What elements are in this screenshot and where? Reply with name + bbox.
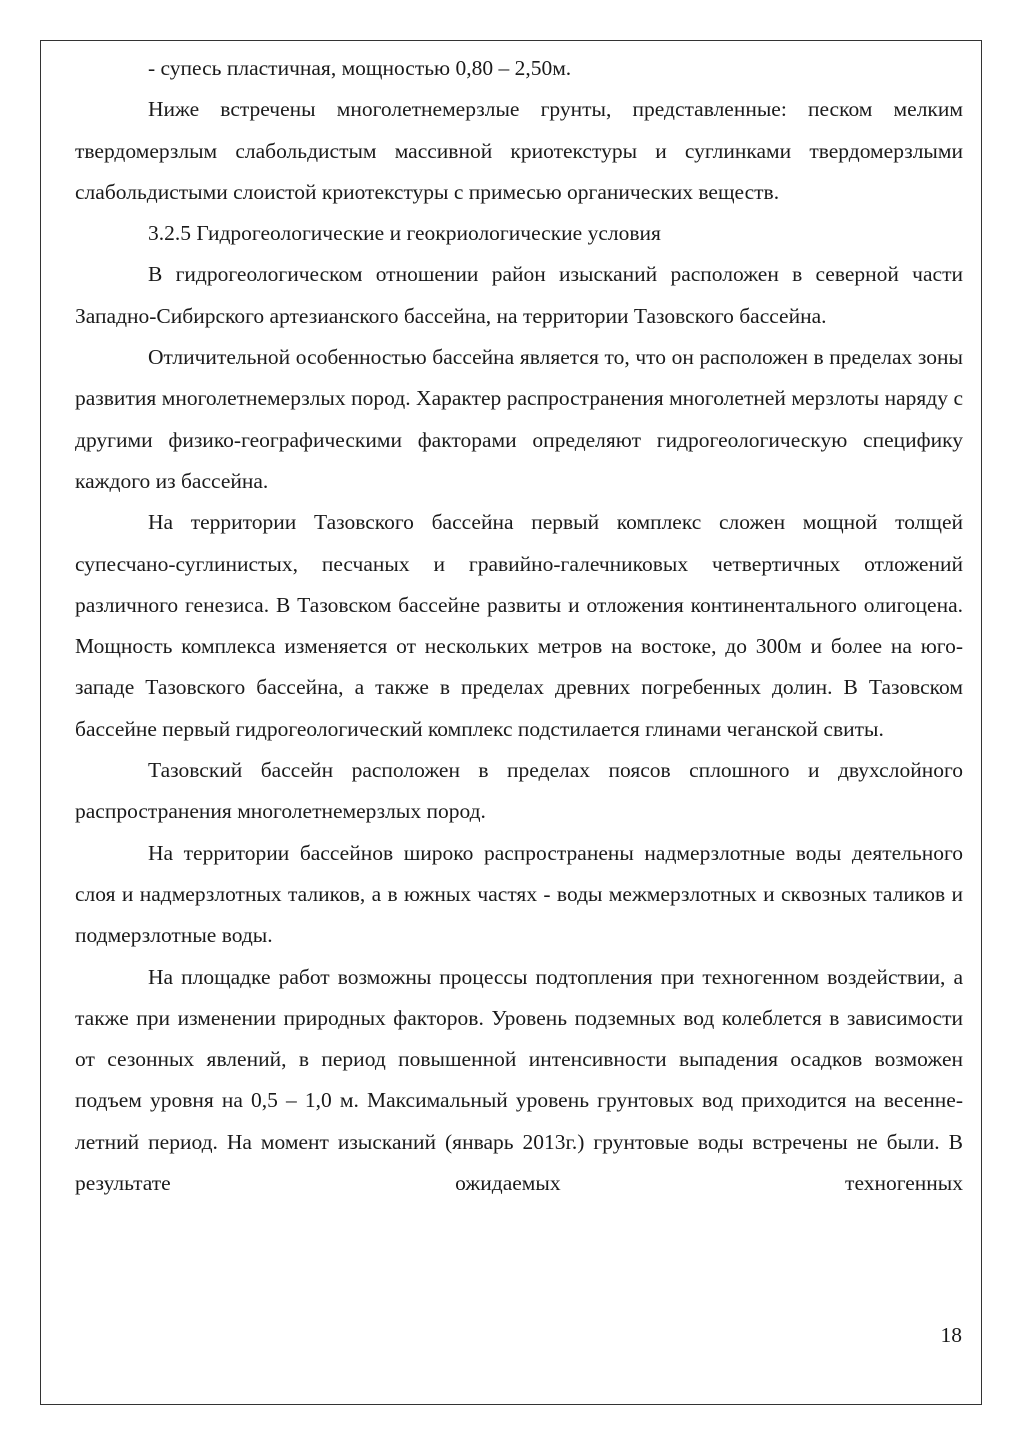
paragraph-basin-belts: Тазовский бассейн расположен в пределах поясов сплошного и двухслойного распространения многолетнемерзлых пород. (75, 758, 963, 824)
paragraph-suprapermafrost-waters: На территории бассейнов широко распространены надмерзлотные воды деятельного слоя и надмерзлотных таликов, а в южных частях - воды межмерзлотных и сквозных таликов и подмерзлотные воды. (75, 840, 963, 948)
document-body (75, 48, 963, 1204)
paragraph-hydro-region: В гидрогеологическом отношении район изысканий расположен в северной части Западно-Сибирского артезианского бассейна, на территории Тазовского бассейна. (75, 262, 963, 328)
paragraph-flooding: На площадке работ возможны процессы подтопления при техногенном воздействии, а также при изменении природных факторов. Уровень подземных вод колеблется в зависимости от сезонных явлений, в период повышенной интенсивности выпадения осадков возможен подъем уровня на 0,5 – 1,0 м. Максимальный уровень грунтовых вод приходится на весенне-летний период. На момент изысканий (январь 2013г.) грунтовые воды встречены не были. В результате ожидаемых техногенных (75, 964, 963, 1196)
page-number: 18 (940, 1323, 962, 1347)
paragraph-first-complex: На территории Тазовского бассейна первый комплекс сложен мощной толщей супесчано-суглинистых, песчаных и гравийно-галечниковых четвертичных отложений различного генезиса. В Тазовском бассейне развиты и отложения континентального олигоцена. Мощность комплекса изменяется от нескольких метров на востоке, до 300м и более на юго-западе Тазовского бассейна, а также в пределах древних погребенных долин. В Тазовском бассейне первый гидрогеологический комплекс подстилается глинами чеганской свиты. (75, 510, 963, 741)
section-heading: 3.2.5 Гидрогеологические и геокриологические условия (148, 221, 661, 246)
paragraph-soil-layer: - супесь пластичная, мощностью 0,80 – 2,50м. (148, 56, 572, 80)
paragraph-basin-feature: Отличительной особенностью бассейна является то, что он расположен в пределах зоны развития многолетнемерзлых пород. Характер распространения многолетней мерзлоты наряду с другими физико-географическими факторами определяют гидрогеологическую специфику каждого из бассейна. (75, 345, 963, 493)
paragraph-permafrost-soils: Ниже встречены многолетнемерзлые грунты, представленные: песком мелким твердомерзлым слабольдистым массивной криотекстуры и суглинками твердомерзлыми слабольдистыми слоистой криотекстуры с примесью органических веществ. (75, 97, 963, 204)
